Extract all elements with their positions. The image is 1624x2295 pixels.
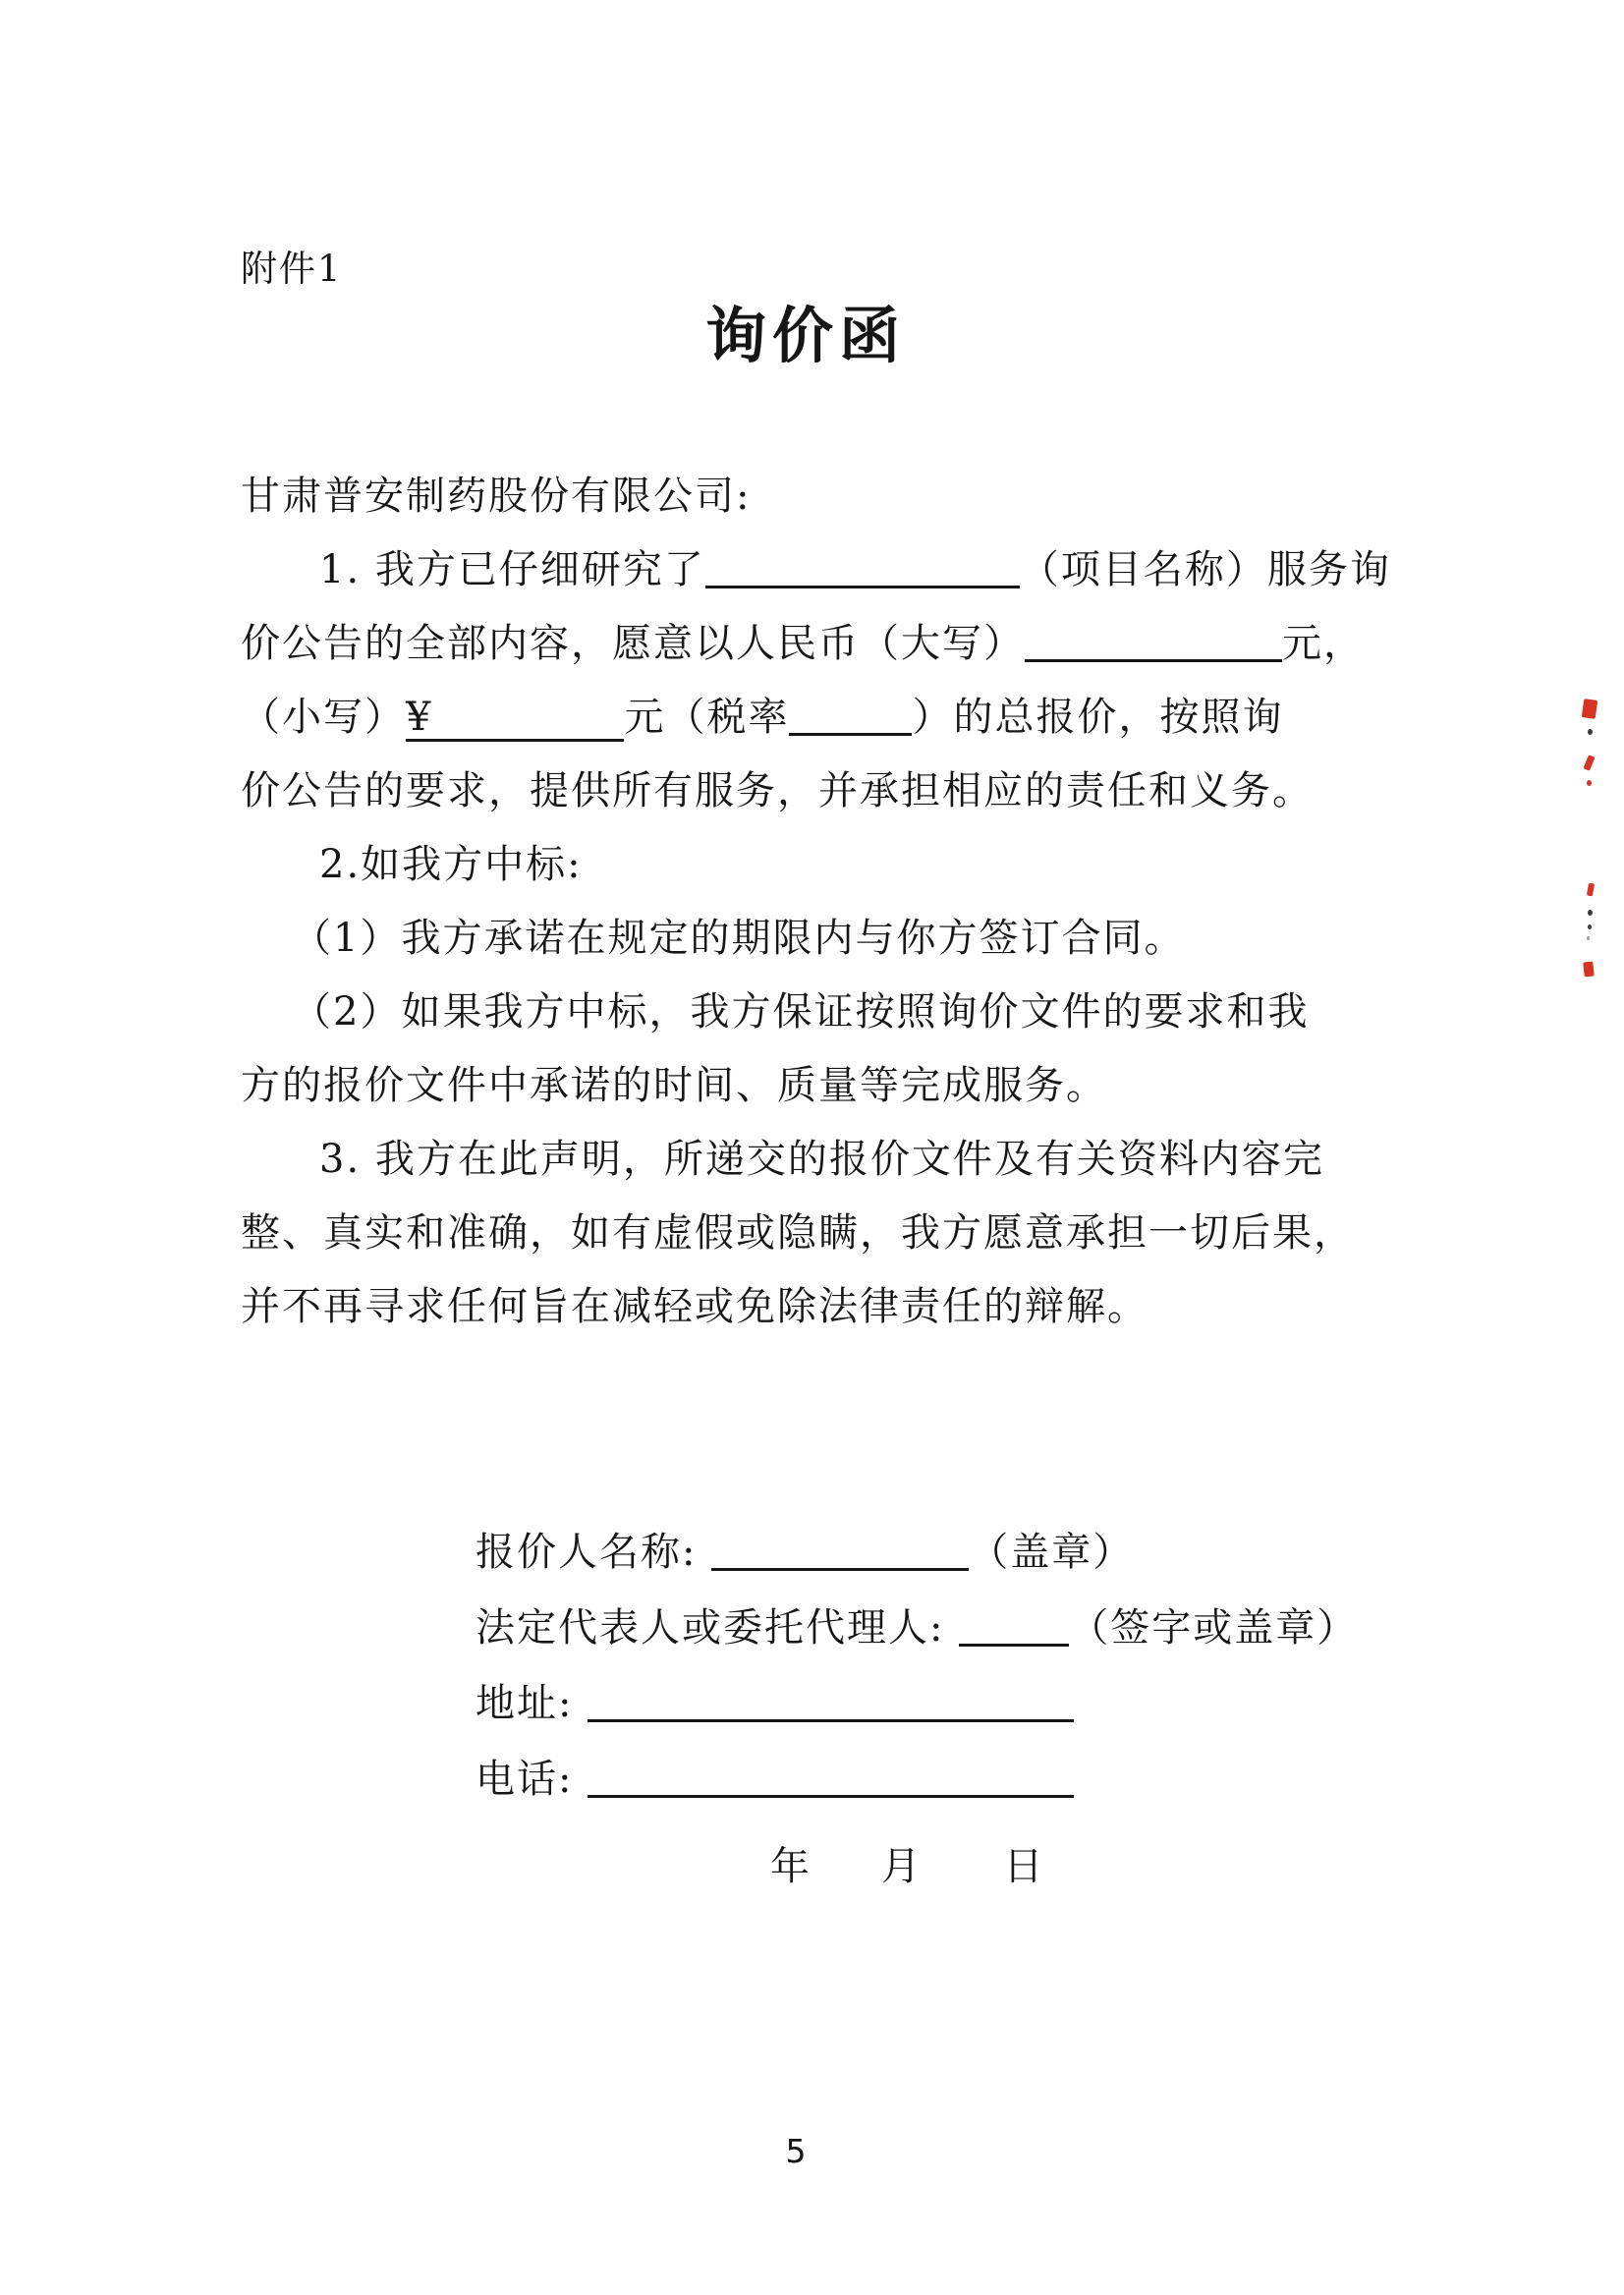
- blank-project-name: [705, 586, 1020, 588]
- paragraph-2-item-1: （1）我方承诺在规定的期限内与你方签订合同。: [292, 916, 1186, 961]
- sign-or-seal-hint: （签字或盖章）: [1069, 1605, 1359, 1651]
- letter-body: [241, 460, 1391, 1344]
- blank-representative: [959, 1644, 1069, 1647]
- paragraph-3-line-3: 并不再寻求任何旨在减轻或免除法律责任的辩解。: [241, 1284, 1148, 1329]
- quoter-name-row: [476, 1515, 1358, 1591]
- scan-artifact-dot: [1588, 924, 1592, 929]
- seal-hint: （盖章）: [969, 1530, 1135, 1575]
- paragraph-1-line-3: （小写）¥ 元（税率 ）的总报价，按照询: [241, 695, 1284, 740]
- paragraph-1-line-2: 价公告的全部内容，愿意以人民币（大写） 元，: [241, 621, 1365, 666]
- scan-artifact-red: [1583, 962, 1595, 978]
- blank-phone: [588, 1795, 1074, 1798]
- blank-address: [588, 1719, 1074, 1722]
- scan-artifact-dot: [1588, 729, 1593, 735]
- phone-label: 电话:: [476, 1757, 574, 1802]
- blank-amount-figures: [406, 696, 624, 742]
- representative-label: 法定代表人或委托代理人:: [476, 1605, 945, 1651]
- scan-artifact-red: [1587, 780, 1592, 786]
- blank-amount-words: [1025, 659, 1282, 662]
- blank-tax-rate: [789, 733, 912, 736]
- date-year-label: 年: [770, 1844, 812, 1889]
- paragraph-3-line-1: 3. 我方在此声明，所递交的报价文件及有关资料内容完: [319, 1137, 1324, 1182]
- paragraph-1-line-4: 价公告的要求，提供所有服务，并承担相应的责任和义务。: [241, 768, 1314, 813]
- phone-row: [476, 1742, 1358, 1818]
- paragraph-1-line-1: 1. 我方已仔细研究了 （项目名称）服务询: [319, 547, 1391, 592]
- signature-block: [476, 1515, 1358, 1905]
- date-row: [476, 1829, 1358, 1905]
- paragraph-3-line-2: 整、真实和准确，如有虚假或隐瞒，我方愿意承担一切后果，: [241, 1210, 1355, 1256]
- paragraph-2-item-2-line-1: （2）如果我方中标，我方保证按照询价文件的要求和我: [292, 989, 1310, 1035]
- attachment-label: 附件1: [241, 248, 343, 290]
- scan-artifact-red: [1587, 883, 1595, 897]
- page-number: 5: [785, 2132, 807, 2170]
- scan-artifact-red: [1582, 699, 1598, 719]
- quoter-name-label: 报价人名称:: [476, 1530, 698, 1575]
- date-day-label: 日: [1003, 1844, 1045, 1889]
- address-row: [476, 1666, 1358, 1742]
- date-month-label: 月: [880, 1844, 923, 1889]
- paragraph-2-item-2-line-2: 方的报价文件中承诺的时间、质量等完成服务。: [241, 1063, 1107, 1108]
- scan-artifact-red: [1583, 755, 1595, 771]
- currency-symbol: ¥: [406, 695, 433, 740]
- scan-artifact-dot: [1587, 936, 1590, 940]
- blank-quoter-name: [711, 1568, 969, 1571]
- document-title: 询价函: [704, 300, 906, 371]
- scan-artifact-dot: [1588, 910, 1593, 916]
- address-label: 地址:: [476, 1681, 574, 1726]
- salutation: 甘肃普安制药股份有限公司:: [241, 474, 752, 519]
- paragraph-2-head: 2.如我方中标:: [319, 842, 583, 887]
- representative-row: [476, 1591, 1358, 1666]
